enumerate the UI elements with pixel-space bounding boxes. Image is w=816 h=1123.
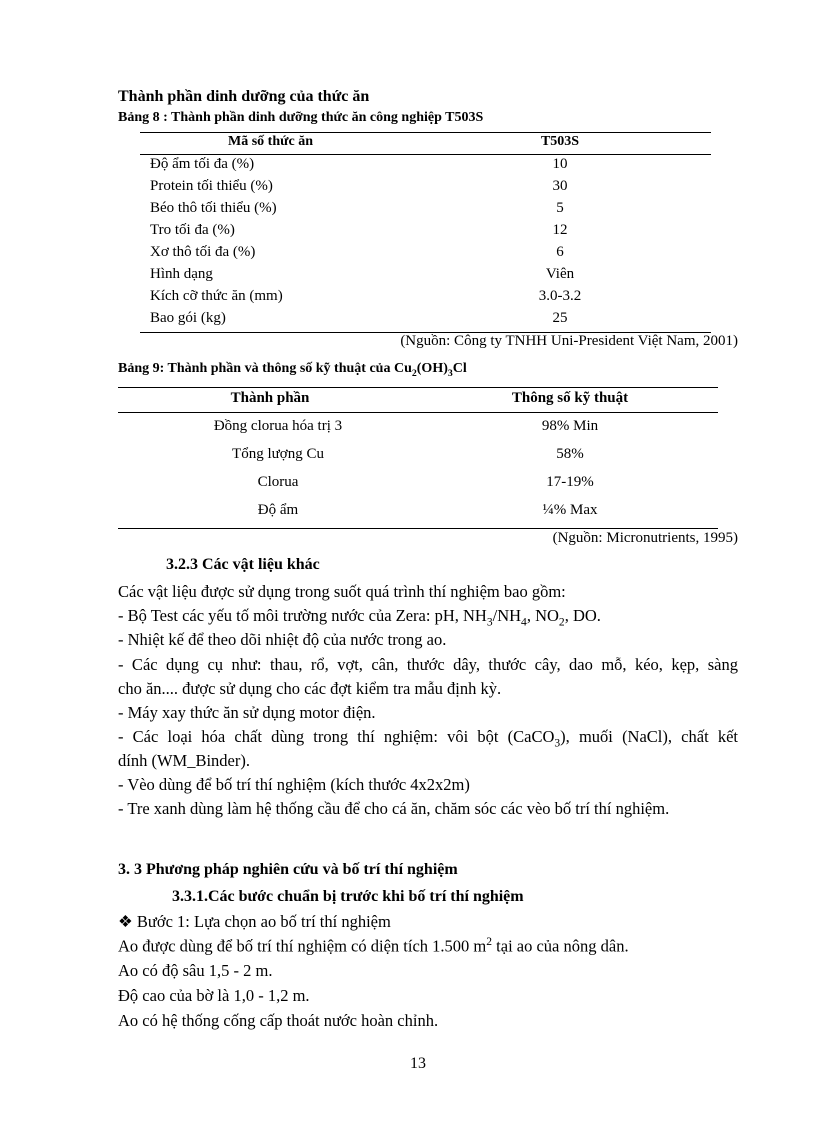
table9-top-rule bbox=[118, 387, 718, 388]
table-cell-value: 10 bbox=[552, 156, 568, 172]
table-row: Xơ thô tối đa (%) bbox=[150, 244, 256, 260]
section-331-heading: 3.3.1.Các bước chuẩn bị trước khi bố trí thí nghiệm bbox=[172, 888, 524, 905]
table-row: Đồng clorua hóa trị 3 bbox=[213, 418, 343, 434]
table9-header-col2: Thông số kỹ thuật bbox=[511, 390, 629, 406]
table8-header-col2: T503S bbox=[540, 134, 580, 149]
table-row: Độ ẩm bbox=[257, 502, 299, 518]
table-cell-value: ¼% Max bbox=[542, 502, 598, 518]
table-cell-value: 3.0-3.2 bbox=[538, 288, 582, 304]
table-cell-value: 58% bbox=[556, 446, 584, 462]
table9-header-col1: Thành phần bbox=[230, 390, 310, 406]
table8-caption: Bảng 8 : Thành phần dinh dưỡng thức ăn công nghiệp T503S bbox=[118, 110, 484, 125]
paragraph: Độ cao của bờ là 1,0 - 1,2 m. bbox=[118, 986, 310, 1005]
table-row: Tổng lượng Cu bbox=[232, 446, 324, 462]
list-item-continuation: cho ăn.... được sử dụng cho các đợt kiểm tra mẫu định kỳ. bbox=[118, 679, 502, 698]
table-row: Béo thô tối thiểu (%) bbox=[150, 200, 277, 216]
table9-bottom-rule bbox=[118, 528, 718, 529]
table-cell-value: 30 bbox=[552, 178, 568, 194]
list-item: - Máy xay thức ăn sử dụng motor điện. bbox=[118, 703, 376, 722]
paragraph: Ao được dùng để bố trí thí nghiệm có diện tích 1.500 $m^2$ tại ao của nông dân. bbox=[118, 936, 629, 956]
table-cell-value: 6 bbox=[556, 244, 564, 260]
paragraph: Ao có độ sâu 1,5 - 2 m. bbox=[118, 961, 273, 980]
table-cell-value: 12 bbox=[552, 222, 568, 238]
table9-header-rule bbox=[118, 412, 718, 413]
table-row: Kích cỡ thức ăn (mm) bbox=[150, 288, 283, 304]
list-item: - Nhiệt kế để theo dõi nhiệt độ của nước trong ao. bbox=[118, 630, 447, 649]
list-item: - Vèo dùng để bố trí thí nghiệm (kích thước 4x2x2m) bbox=[118, 775, 470, 794]
table-row: Bao gói (kg) bbox=[150, 310, 226, 326]
section-33-heading: 3. 3 Phương pháp nghiên cứu và bố trí thí nghiệm bbox=[118, 861, 458, 878]
table-row: Protein tối thiểu (%) bbox=[150, 178, 273, 194]
table-row: Clorua bbox=[257, 474, 299, 490]
list-item: - Các loại hóa chất dùng trong thí nghiệm: vôi bột (CaCO$_3$), muối (NaCl), chất kết bbox=[118, 727, 739, 750]
table8-source: (Nguồn: Công ty TNHH Uni-President Việt Nam, 2001) bbox=[400, 333, 738, 349]
table8-header-col1: Mã số thức ăn bbox=[228, 134, 314, 149]
table-cell-value: 17-19% bbox=[546, 474, 594, 490]
section-heading: Thành phần dinh dưỡng của thức ăn bbox=[118, 88, 370, 105]
table-row: Độ ẩm tối đa (%) bbox=[150, 156, 255, 172]
table9-caption: Bảng 9: Thành phần và thông số kỹ thuật của $Cu_2(OH)_3Cl$ bbox=[118, 361, 467, 379]
diamond-bullet-icon: ❖ bbox=[118, 912, 133, 931]
list-item: - Bộ Test các yếu tố môi trường nước của Zera: pH, $NH_3/NH_4$, $NO_2$, DO. bbox=[118, 606, 601, 629]
table8-header-rule bbox=[140, 154, 711, 155]
table9-source: (Nguồn: Micronutrients, 1995) bbox=[552, 530, 738, 546]
section-323-intro: Các vật liệu được sử dụng trong suốt quá trình thí nghiệm bao gồm: bbox=[118, 582, 566, 601]
table-cell-value: 98% Min bbox=[541, 418, 599, 434]
table-cell-value: Viên bbox=[545, 266, 575, 282]
table8-top-rule bbox=[140, 132, 711, 133]
list-item: - Tre xanh dùng làm hệ thống cầu để cho cá ăn, chăm sóc các vèo bố trí thí nghiệm. bbox=[118, 799, 670, 818]
table-cell-value: 25 bbox=[552, 310, 568, 326]
table-cell-value: 5 bbox=[556, 200, 564, 216]
table-row: Tro tối đa (%) bbox=[150, 222, 235, 238]
paragraph: Ao có hệ thống cống cấp thoát nước hoàn chỉnh. bbox=[118, 1011, 439, 1030]
table-row: Hình dạng bbox=[150, 266, 213, 282]
page-number: 13 bbox=[410, 1055, 426, 1072]
list-item-continuation: dính (WM_Binder). bbox=[118, 751, 250, 770]
step-bullet: ❖ Bước 1: Lựa chọn ao bố trí thí nghiệm bbox=[118, 912, 391, 931]
section-323-heading: 3.2.3 Các vật liệu khác bbox=[166, 556, 320, 573]
list-item: - Các dụng cụ như: thau, rổ, vợt, cân, thước dây, thước cây, dao mỗ, kéo, kẹp, sàng bbox=[118, 655, 738, 674]
